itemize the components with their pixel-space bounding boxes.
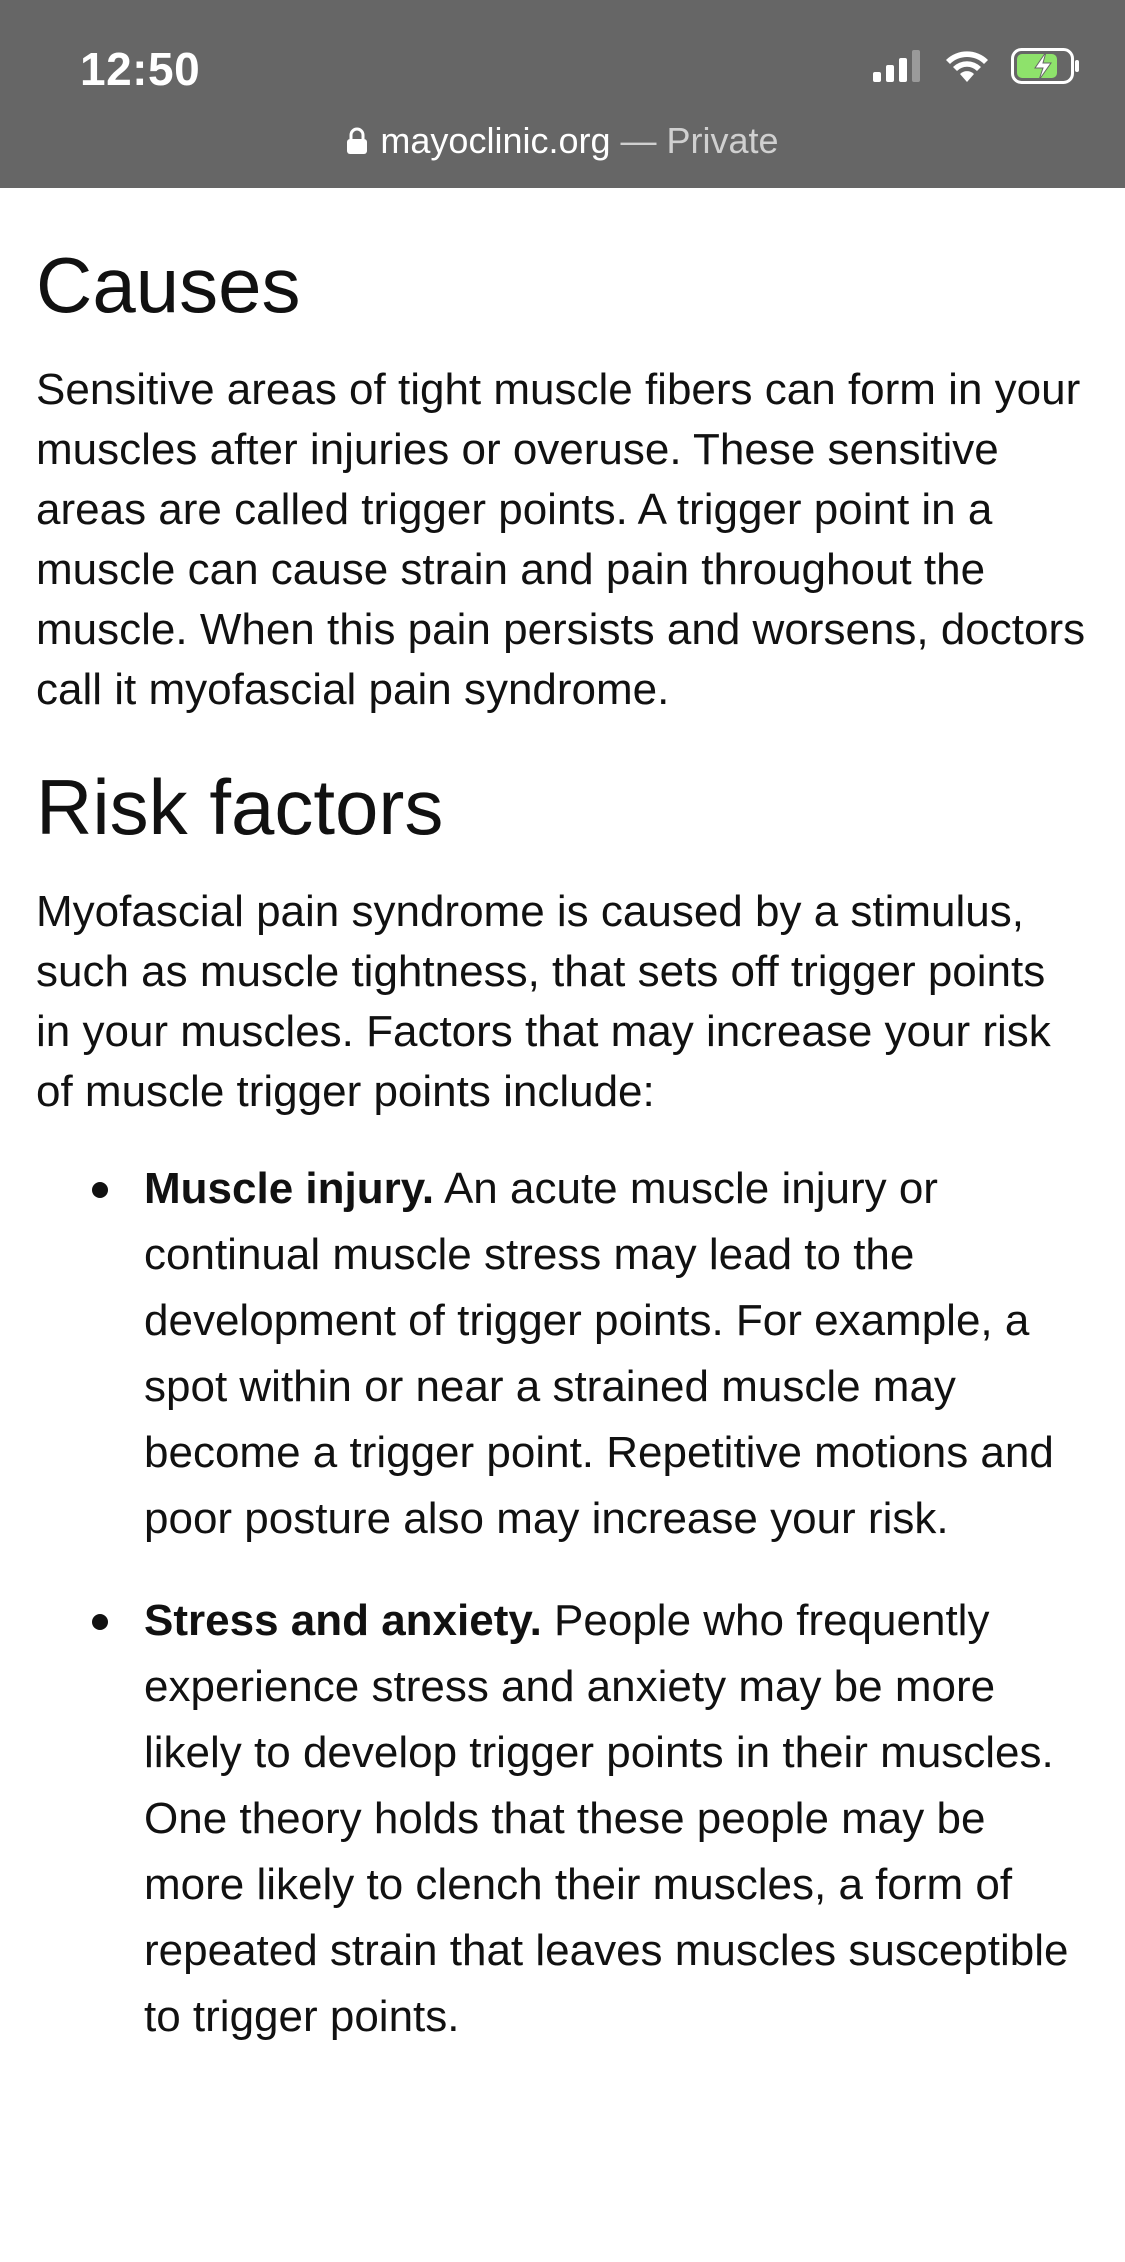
wifi-icon <box>945 49 989 88</box>
causes-paragraph: Sensitive areas of tight muscle fibers can form in your muscles after injuries or overuse. These sensitive areas are called trigger points. A trigger point in a muscle can cause strain and pain throughout the muscle. When this pain persists and worsens, doctors call it myofascial pain syndrome. <box>36 365 1086 714</box>
list-item-text: An acute muscle injury or continual muscle stress may lead to the development of trigger points. For example, a spot within or near a strained muscle may become a trigger point. Repetitive motions and poor posture also may increase your risk. <box>144 1164 1054 1543</box>
risk-factors-paragraph: Myofascial pain syndrome is caused by a stimulus, such as muscle tightness, that sets off trigger points in your muscles. Factors that may increase your risk of muscle trigger points include: <box>36 887 1051 1116</box>
list-item <box>144 1156 1086 1552</box>
cellular-signal-icon <box>873 50 923 87</box>
url-host: mayoclinic.org <box>380 120 611 161</box>
causes-heading: Causes <box>36 241 301 329</box>
risk-factors-list <box>36 1156 1086 2050</box>
risk-factors-heading: Risk factors <box>36 763 444 851</box>
article-content <box>36 188 1086 2086</box>
status-time: 12:50 <box>80 43 201 95</box>
bullet-icon <box>92 1182 108 1198</box>
battery-charging-icon <box>1011 48 1081 89</box>
list-item-term: Muscle injury. <box>144 1164 435 1213</box>
list-item-term: Stress and anxiety. <box>144 1596 542 1645</box>
lock-icon <box>346 120 368 166</box>
browser-status-bar <box>0 0 1125 188</box>
private-mode-label: — Private <box>610 120 779 161</box>
status-icons <box>873 48 1081 88</box>
list-item-text: People who frequently experience stress and anxiety may be more likely to develop trigger points in their muscles. One theory holds that these people may be more likely to clench their muscles, a form of repeated strain that leaves muscles susceptible to trigger points. <box>144 1596 1069 2041</box>
list-item <box>144 1588 1086 2050</box>
address-bar[interactable] <box>0 118 1125 166</box>
bullet-icon <box>92 1614 108 1630</box>
